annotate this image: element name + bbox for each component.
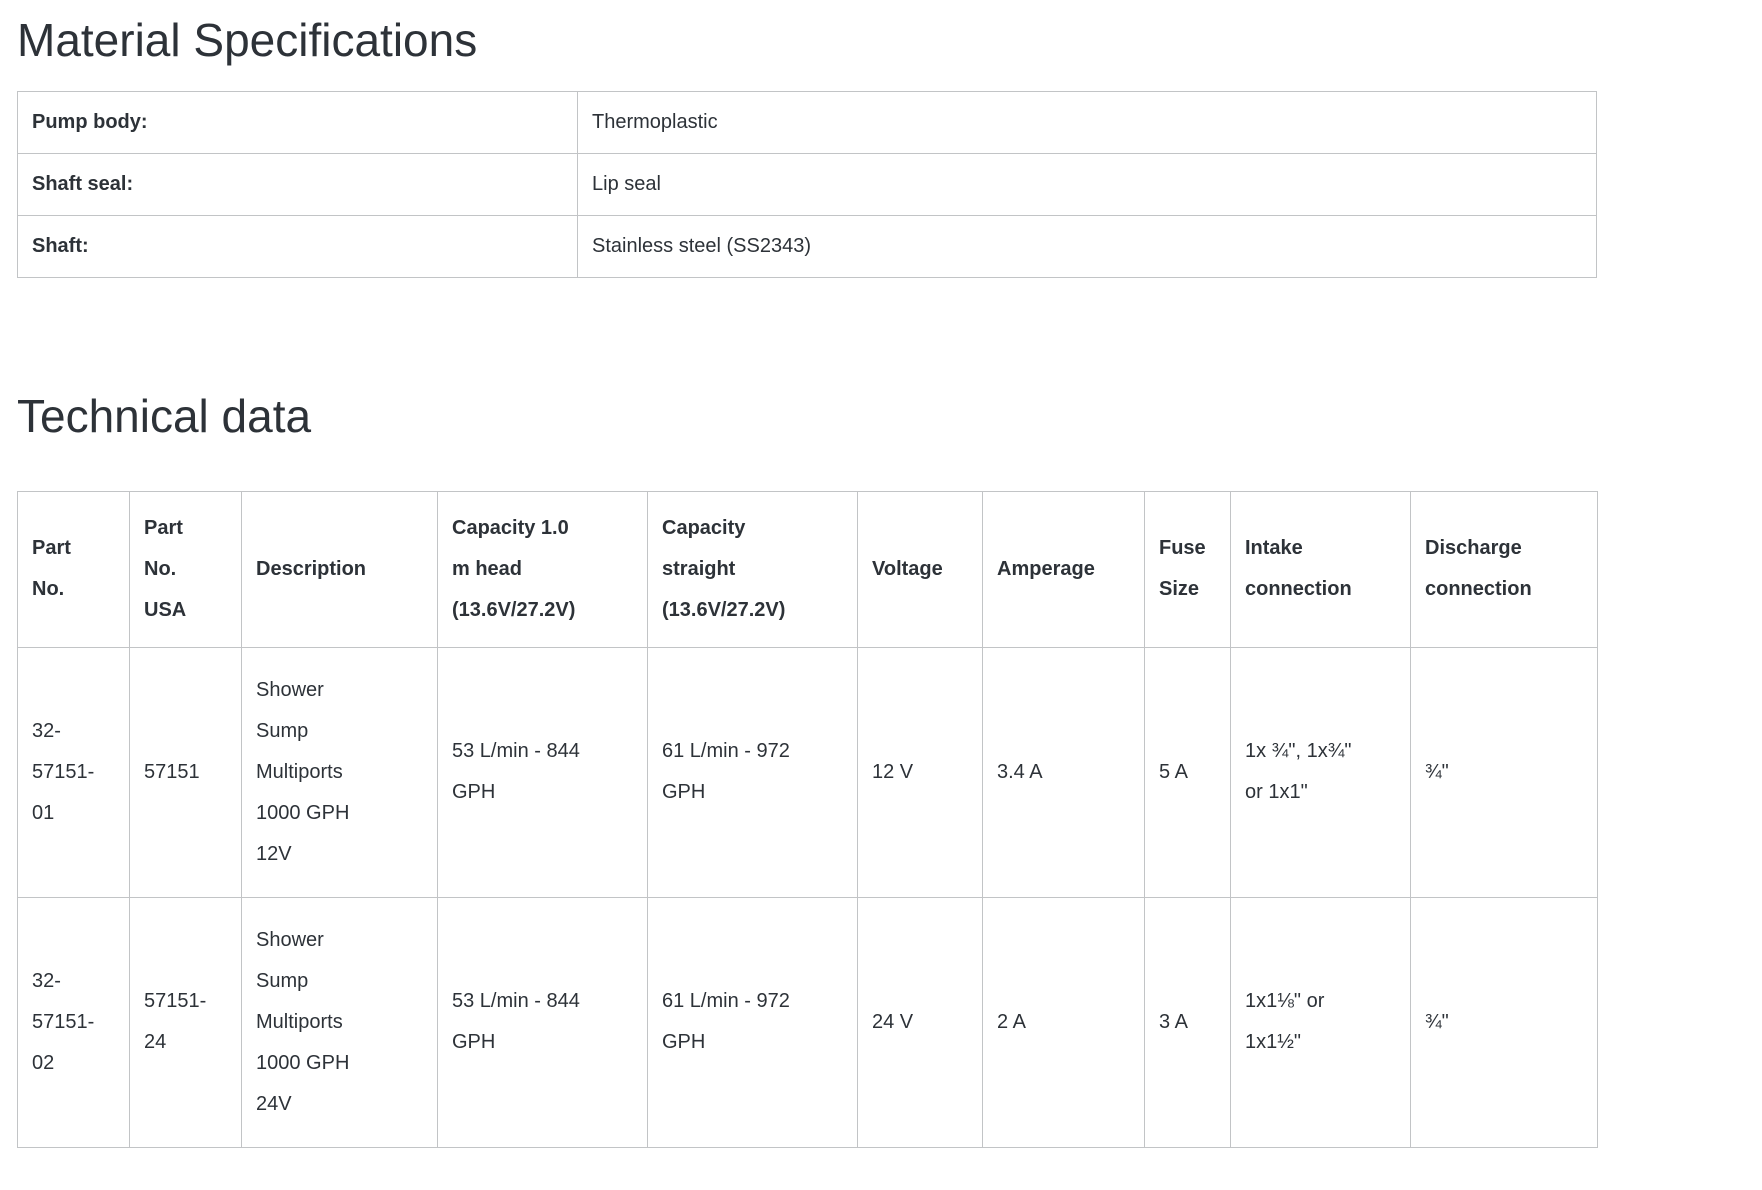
cell-amperage: 3.4 A (983, 647, 1145, 897)
cell-part-no: 32-57151-01 (18, 647, 130, 897)
technical-data-title: Technical data (17, 389, 312, 442)
table-row (18, 153, 1597, 215)
spec-value-shaft: Stainless steel (SS2343) (578, 215, 1597, 277)
cell-part-no: 32-57151-02 (18, 897, 130, 1147)
spec-label-pump-body: Pump body: (18, 91, 578, 153)
cell-description: Shower Sump Multiports 1000 GPH 24V (242, 897, 438, 1147)
column-header-fuse-size: Fuse Size (1145, 491, 1231, 647)
table-row (18, 897, 1598, 1147)
cell-discharge-connection: ¾" (1411, 897, 1598, 1147)
column-header-capacity-straight: Capacity straight (13.6V/27.2V) (648, 491, 858, 647)
cell-description: Shower Sump Multiports 1000 GPH 12V (242, 647, 438, 897)
column-header-part-no-usa: Part No. USA (130, 491, 242, 647)
cell-intake-connection: 1x1⅛" or 1x1½" (1231, 897, 1411, 1147)
cell-voltage: 24 V (858, 897, 983, 1147)
column-header-part-no: Part No. (18, 491, 130, 647)
spec-label-shaft-seal: Shaft seal: (18, 153, 578, 215)
spec-label-shaft: Shaft: (18, 215, 578, 277)
column-header-description: Description (242, 491, 438, 647)
column-header-amperage: Amperage (983, 491, 1145, 647)
cell-fuse-size: 5 A (1145, 647, 1231, 897)
cell-voltage: 12 V (858, 647, 983, 897)
cell-intake-connection: 1x ¾", 1x¾" or 1x1" (1231, 647, 1411, 897)
cell-amperage: 2 A (983, 897, 1145, 1147)
technical-data-table (17, 491, 1598, 1148)
column-header-discharge-connection: Discharge connection (1411, 491, 1598, 647)
cell-capacity-straight: 61 L/min - 972 GPH (648, 647, 858, 897)
cell-discharge-connection: ¾" (1411, 647, 1598, 897)
spec-value-shaft-seal: Lip seal (578, 153, 1597, 215)
material-specs-table (17, 91, 1597, 278)
cell-capacity-head: 53 L/min - 844 GPH (438, 897, 648, 1147)
column-header-capacity-head: Capacity 1.0 m head (13.6V/27.2V) (438, 491, 648, 647)
spec-value-pump-body: Thermoplastic (578, 91, 1597, 153)
table-row (18, 215, 1597, 277)
cell-capacity-head: 53 L/min - 844 GPH (438, 647, 648, 897)
material-specs-title: Material Specifications (17, 14, 478, 66)
cell-capacity-straight: 61 L/min - 972 GPH (648, 897, 858, 1147)
table-row (18, 91, 1597, 153)
table-header-row (18, 491, 1598, 647)
column-header-voltage: Voltage (858, 491, 983, 647)
table-row (18, 647, 1598, 897)
cell-part-no-usa: 57151 (130, 647, 242, 897)
cell-part-no-usa: 57151-24 (130, 897, 242, 1147)
page (17, 0, 1597, 1148)
column-header-intake-connection: Intake connection (1231, 491, 1411, 647)
cell-fuse-size: 3 A (1145, 897, 1231, 1147)
